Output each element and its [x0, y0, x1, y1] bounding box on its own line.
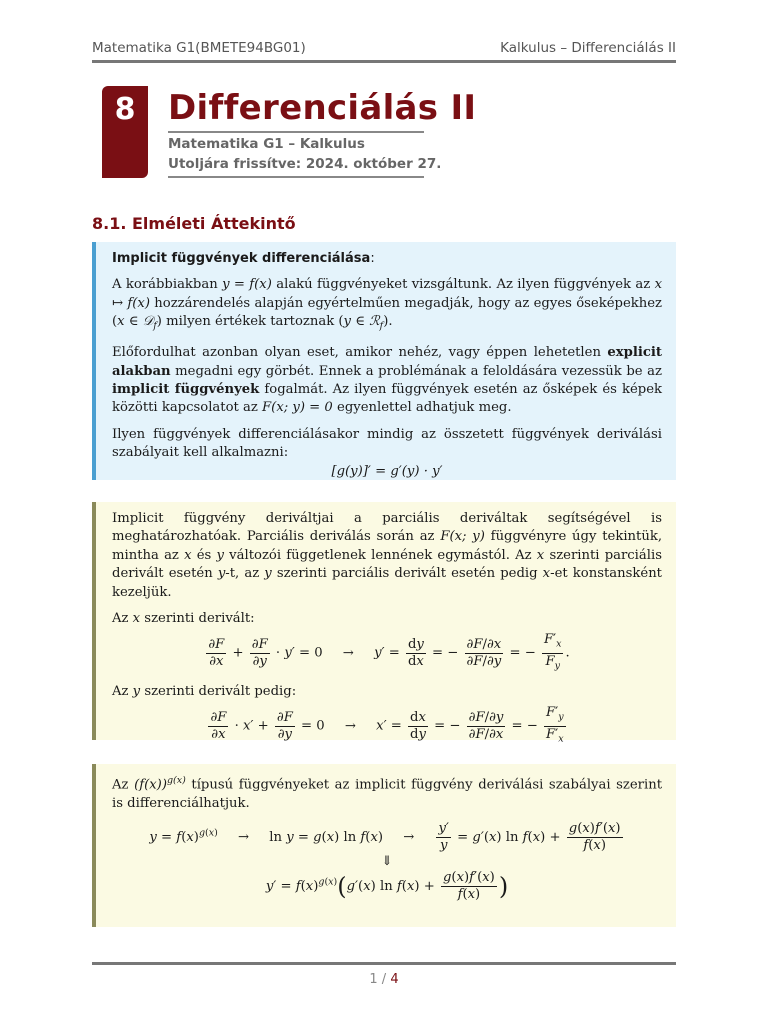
x-derivative-equation: $\frac{\partial F}{\partial x}$ + $\frac{\partial F}{\partial y}$ · y′ = 0 → y′ = $\frac{dy}{dx}$ = − $\frac{\partial F/\partial x}{\partial F/\partial y}$ = − $\frac{F'_x}{F_y}$ .	[112, 632, 662, 674]
partial-derivative-box	[92, 502, 676, 745]
paragraph: Implicit függvény deriváltjai a parciális deriváltak segítségével is meghatározhatóak. Parciális deriválás során az F(x; y) függvényre úgy tekintük, mintha az x és y változói függetlenek lennének egymástól. Az x szerinti parciális derivált esetén y-t, az y szerinti parciális derivált esetén pedig x-et konstansként kezeljük.	[112, 511, 663, 600]
paragraph: Az x szerinti derivált:	[112, 611, 255, 627]
chapter-title: Differenciálás II	[168, 88, 477, 128]
footer-rule	[92, 962, 676, 965]
title-rule	[168, 176, 424, 178]
header-rule	[92, 60, 676, 63]
paragraph: A korábbiakban y = f(x) alakú függvényeket vizsgáltunk. Az ilyen függvények az x ↦ f(x) hozzárendelés alapján egyértelműen megadják, hogy az egyes őseképekhez (x ∈ 𝒟$_f$) milyen értékek tartoznak (y ∈ ℛ$_f$).	[112, 277, 662, 332]
current-page: 1	[369, 972, 378, 987]
box-heading: Implicit függvények differenciálása:	[112, 251, 375, 266]
paragraph: Az y szerinti derivált pedig:	[112, 683, 297, 699]
page-header	[92, 40, 676, 56]
total-pages: 4	[390, 972, 399, 987]
implies-arrow: ⇓	[381, 854, 393, 870]
paragraph: Az $(f(x))^{g(x)}$ típusú függvényeket az implicit függvény deriválási szabályai szerint is differenciálhatjuk.	[112, 775, 662, 811]
power-function-box	[92, 764, 676, 927]
chapter-updated: Utoljára frissítve: 2024. október 27.	[168, 156, 442, 172]
header-course: Matematika G1(BMETE94BG01)	[92, 40, 306, 56]
chapter-number: 8	[102, 86, 148, 178]
page-number: 1 / 4	[369, 972, 399, 987]
section-title: 8.1. Elméleti Áttekintő	[92, 214, 296, 233]
result-equation: $y' = f(x)^{g(x)}(g'(x)$ ln f(x) + $\frac{g(x)f'(x)}{f(x)}$ )	[265, 870, 509, 903]
theory-box	[92, 242, 676, 480]
paragraph: Ilyen függvények differenciálásakor mindig az összetett függvények deriválási szabályait kell alkalmazni:	[112, 426, 662, 461]
paragraph: Előfordulhat azonban olyan eset, amikor nehéz, vagy éppen lehetetlen explicit alakban megadni egy görbét. Ennek a problémának a feloldására vezessük be az implicit függvények fogalmát. Az ilyen függvények esetén az ősképek és képek közötti kapcsolatot az F(x; y) = 0 egyenlettel adhatjuk meg.	[112, 345, 662, 416]
chapter-subtitle: Matematika G1 – Kalkulus	[168, 136, 365, 152]
chain-rule-equation: [g(y)]′ = g′(y) · y′	[331, 463, 443, 479]
log-derivative-equation: $y = f(x)^{g(x)} \to \ln y = g(x)$ ln f(x) → $\frac{y'}{y}$ = g′(x) ln f(x) + $\frac{g(x)f'(x)}{f(x)}$	[149, 821, 621, 854]
title-rule	[168, 131, 424, 133]
header-topic: Kalkulus – Differenciálás II	[500, 40, 676, 56]
y-derivative-equation: $\frac{\partial F}{\partial x}$ · x′ + $\frac{\partial F}{\partial y}$ = 0 → x′ = $\frac{dx}{dy}$ = − $\frac{\partial F/\partial y}{\partial F/\partial x}$ = − $\frac{F'_y}{F'_x}$	[112, 705, 662, 747]
